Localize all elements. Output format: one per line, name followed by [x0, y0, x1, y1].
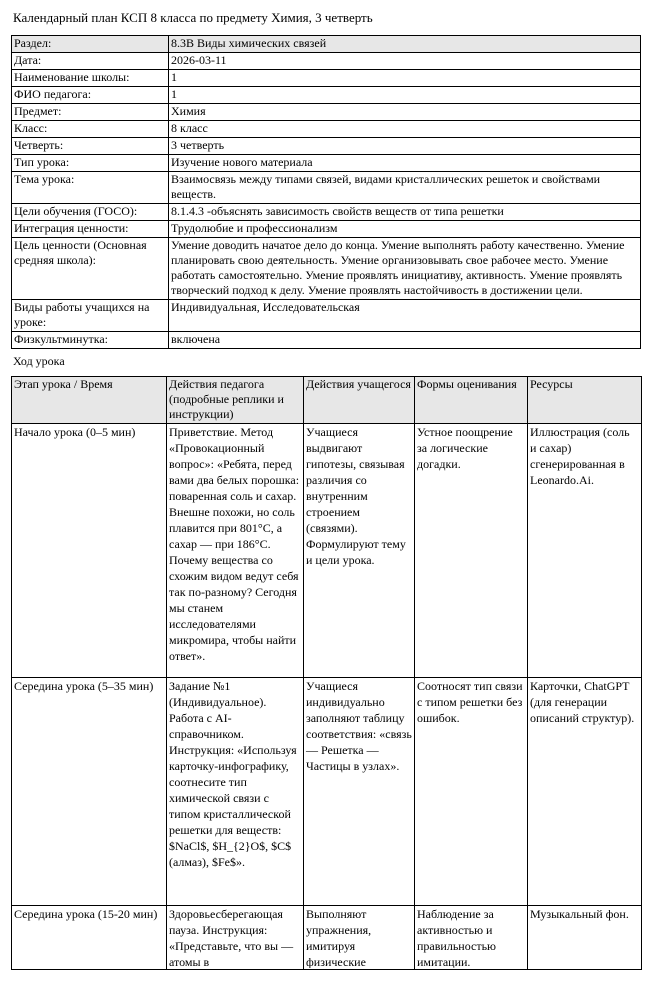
- lesson-info-table: [11, 35, 641, 349]
- student-actions-cell: Учащиеся выдвигают гипотезы, связывая различия со внутренним строением (связями). Формулируют тему и цели урока.: [304, 424, 415, 678]
- col-header-student-actions: Действия учащегося: [304, 377, 415, 424]
- field-value: 8 класс: [169, 121, 641, 138]
- table-row: [12, 172, 641, 204]
- resources-cell: [528, 906, 642, 970]
- student-actions-cell-text: Выполняют упражнения, имитируя физические: [306, 907, 372, 968]
- lesson-course-heading: Ход урока: [13, 354, 65, 368]
- col-header-teacher-actions: Действия педагога (подробные реплики и инструкции): [167, 377, 304, 424]
- stage-cell: Середина урока (5–35 мин): [12, 678, 167, 906]
- field-label: Четверть:: [12, 138, 169, 155]
- field-label: Предмет:: [12, 104, 169, 121]
- field-value: 8.1.4.3 -объяснять зависимость свойств веществ от типа решетки: [169, 204, 641, 221]
- field-label: Цель ценности (Основная средняя школа):: [12, 238, 169, 300]
- field-value: Индивидуальная, Исследовательская: [169, 300, 641, 332]
- field-value: 1: [169, 87, 641, 104]
- assessment-cell: [415, 906, 528, 970]
- field-value: включена: [169, 332, 641, 349]
- table-row: [12, 138, 641, 155]
- table-row: [12, 238, 641, 300]
- table-row: [12, 300, 641, 332]
- field-label: Цели обучения (ГОСО):: [12, 204, 169, 221]
- student-actions-cell: [304, 906, 415, 970]
- teacher-actions-cell: [167, 906, 304, 970]
- table-row: [12, 104, 641, 121]
- table-row: [12, 424, 642, 678]
- table-row: [12, 906, 642, 970]
- resources-cell: Карточки, ChatGPT (для генерации описаний структур).: [528, 678, 642, 906]
- stage-cell: [12, 906, 167, 970]
- stage-cell: Начало урока (0–5 мин): [12, 424, 167, 678]
- field-label: Класс:: [12, 121, 169, 138]
- table-row: [12, 70, 641, 87]
- field-label: Наименование школы:: [12, 70, 169, 87]
- page-title: Календарный план КСП 8 класса по предмету Химия, 3 четверть: [13, 10, 373, 25]
- col-header-stage: Этап урока / Время: [12, 377, 167, 424]
- field-label: ФИО педагога:: [12, 87, 169, 104]
- resources-cell-text: Музыкальный фон.: [530, 907, 629, 921]
- field-label: Раздел:: [12, 36, 169, 53]
- field-label: Тип урока:: [12, 155, 169, 172]
- stage-cell-text: Середина урока (15-20 мин): [14, 907, 158, 921]
- assessment-cell-text: Наблюдение за активностью и правильностью имитации.: [417, 907, 497, 968]
- field-label: Дата:: [12, 53, 169, 70]
- table-row: [12, 204, 641, 221]
- table-row: [12, 155, 641, 172]
- field-value: 1: [169, 70, 641, 87]
- teacher-actions-cell: Приветствие. Метод «Провокационный вопрос»: «Ребята, перед вами два белых порошка: поваренная соль и сахар. Внешне похожи, но соль плавится при 801°C, а сахар — при 186°C. Почему вещества со схожим видом ведут себя так по-разному? Сегодня мы станем исследователями микромира, чтобы найти ответ».: [167, 424, 304, 678]
- field-label: Тема урока:: [12, 172, 169, 204]
- table-row: [12, 53, 641, 70]
- table-row: [12, 87, 641, 104]
- table-row: [12, 36, 641, 53]
- col-header-assessment: Формы оценивания: [415, 377, 528, 424]
- teacher-actions-cell-text: Здоровьесберегающая пауза. Инструкция: «Представьте, что вы — атомы в: [169, 907, 294, 968]
- assessment-cell: Устное поощрение за логические догадки.: [415, 424, 528, 678]
- field-value: Умение доводить начатое дело до конца. Умение выполнять работу качественно. Умение планировать свою деятельность. Умение организовывать свое рабочее место. Умение работать самостоятельно. Умение проявлять инициативу, активность. Умение проявлять творческий подход к делу. Умение проявлять настойчивость в достижении цели.: [169, 238, 641, 300]
- table-row: [12, 332, 641, 349]
- field-label: Физкультминутка:: [12, 332, 169, 349]
- table-row: [12, 221, 641, 238]
- assessment-cell: Соотносят тип связи с типом решетки без ошибок.: [415, 678, 528, 906]
- teacher-actions-cell: Задание №1 (Индивидуальное). Работа с AI-справочником. Инструкция: «Используя карточку-инфографику, соотнесите тип химической связи с типом кристаллической решетки для веществ: $NaCl$, $H_{2}O$, $C$ (алмаз), $Fe$».: [167, 678, 304, 906]
- field-value: Взаимосвязь между типами связей, видами кристаллических решеток и свойствами веществ.: [169, 172, 641, 204]
- field-value: Трудолюбие и профессионализм: [169, 221, 641, 238]
- field-value: 3 четверть: [169, 138, 641, 155]
- table-row: [12, 121, 641, 138]
- field-value: Изучение нового материала: [169, 155, 641, 172]
- lesson-course-table: [11, 376, 642, 970]
- field-value: 8.3В Виды химических связей: [169, 36, 641, 53]
- field-value: Химия: [169, 104, 641, 121]
- header-row: [12, 377, 642, 424]
- table-row: [12, 678, 642, 906]
- resources-cell: Иллюстрация (соль и сахар) сгенерированная в Leonardo.Ai.: [528, 424, 642, 678]
- field-label: Виды работы учащихся на уроке:: [12, 300, 169, 332]
- field-label: Интеграция ценности:: [12, 221, 169, 238]
- field-value: 2026-03-11: [169, 53, 641, 70]
- student-actions-cell: Учащиеся индивидуально заполняют таблицу соответствия: «связь — Решетка — Частицы в узлах».: [304, 678, 415, 906]
- col-header-resources: Ресурсы: [528, 377, 642, 424]
